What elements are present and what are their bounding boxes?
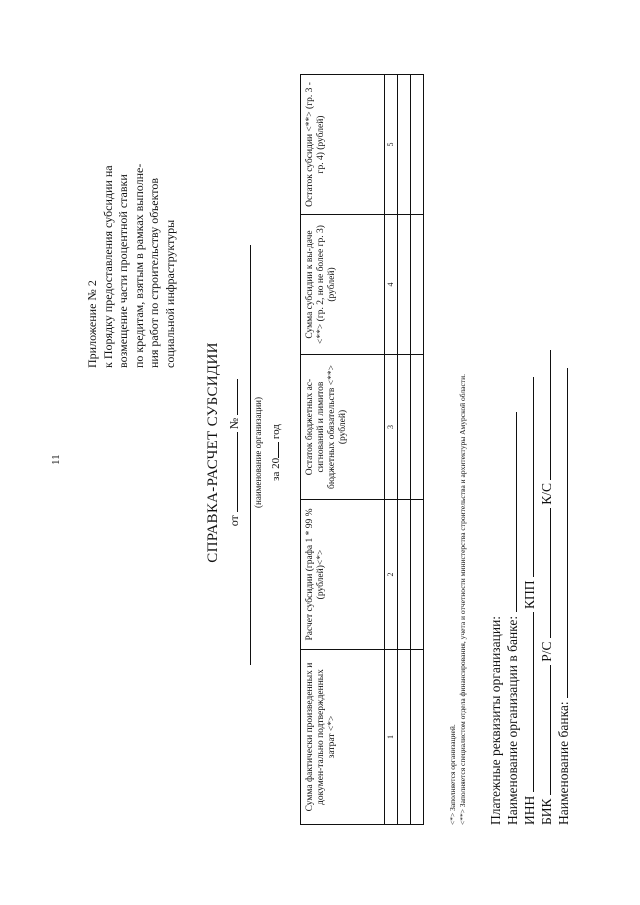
rs-label: Р/С (539, 641, 554, 662)
table-row (411, 75, 424, 825)
year-blank (266, 442, 279, 458)
table-cell (398, 355, 411, 500)
bank-name-blank (555, 368, 568, 698)
appendix-line: возмещение части процентной ставки (116, 174, 130, 368)
inn-kpp-line (521, 377, 538, 825)
bik-label: БИК (539, 798, 554, 825)
table-cell (398, 215, 411, 355)
organization-line (250, 245, 251, 665)
inn-blank (521, 612, 534, 792)
year-line (266, 0, 282, 905)
number-label: № (227, 417, 241, 430)
appendix-line: Приложение № 2 (85, 280, 99, 368)
column-number: 1 (385, 650, 398, 825)
appendix-line: ния работ по строительству объектов (147, 177, 161, 368)
bank-org-line (504, 412, 521, 825)
from-label: от (227, 515, 241, 527)
ks-label: К/С (539, 482, 554, 505)
table-header-cell: Остаток субсидии <**> (гр. 3 - гр. 4) (рублей) (301, 75, 385, 215)
table-cell (411, 215, 424, 355)
table-cell (398, 75, 411, 215)
table-cell (398, 500, 411, 650)
bank-name-line (555, 368, 572, 825)
table-cell (411, 500, 424, 650)
table-row (398, 75, 411, 825)
bik-account-line (538, 350, 555, 825)
date-blank (225, 432, 238, 512)
table-number-row (385, 75, 398, 825)
footnote: <**> Заполняется специалистом отдела финансирования, учета и отчетности министерства строительства и архитектуры Амурской области. (458, 374, 467, 825)
table-cell (411, 75, 424, 215)
kpp-label: КПП (522, 580, 537, 609)
date-number-line (225, 0, 242, 905)
bank-name-label: Наименование банка: (556, 701, 571, 825)
table-header-row (301, 75, 385, 825)
year-prefix: за 20 (270, 457, 282, 481)
table-cell (411, 355, 424, 500)
inn-label: ИНН (522, 795, 537, 825)
table-cell (411, 650, 424, 825)
footnote: <*> Заполняется организацией. (448, 724, 457, 825)
appendix-note (85, 8, 178, 368)
table-header-cell: Сумма фактически произведенных и докумен-тально подтвержденных затрат <*> (301, 650, 385, 825)
appendix-line: к Порядку предоставления субсидии на (100, 165, 115, 368)
subsidy-table (300, 74, 424, 825)
table-header-cell: Сумма субсидии к вы-даче <**> (гр. 2, но не более гр. 3) (рублей) (301, 215, 385, 355)
appendix-line: по кредитам, взятым в рамках выполне- (131, 163, 146, 368)
column-number: 2 (385, 500, 398, 650)
kpp-blank (521, 377, 534, 577)
payment-heading: Платежные реквизиты организации: (488, 615, 503, 825)
column-number: 4 (385, 215, 398, 355)
bank-org-blank (504, 412, 517, 612)
column-number: 3 (385, 355, 398, 500)
column-number: 5 (385, 75, 398, 215)
table-header-cell: Остаток бюджетных ас-сигнований и лимитов бюджетных обязательств <**> (рублей) (301, 355, 385, 500)
table-cell (398, 650, 411, 825)
appendix-line: социальной инфраструктуры (162, 219, 177, 368)
organization-caption: (наименование организации) (253, 397, 263, 508)
rs-blank (538, 508, 551, 638)
document-title: СПРАВКА-РАСЧЕТ СУБСИДИИ (205, 342, 221, 563)
number-blank (225, 379, 238, 415)
ks-blank (538, 350, 551, 480)
page-number: 11 (50, 454, 62, 465)
year-suffix: год (270, 424, 282, 440)
table-header-cell: Расчет субсидии (графа 1 * 99 % (рублей)<*> (301, 500, 385, 650)
bik-blank (538, 665, 551, 795)
bank-org-label: Наименование организации в банке: (505, 615, 520, 825)
